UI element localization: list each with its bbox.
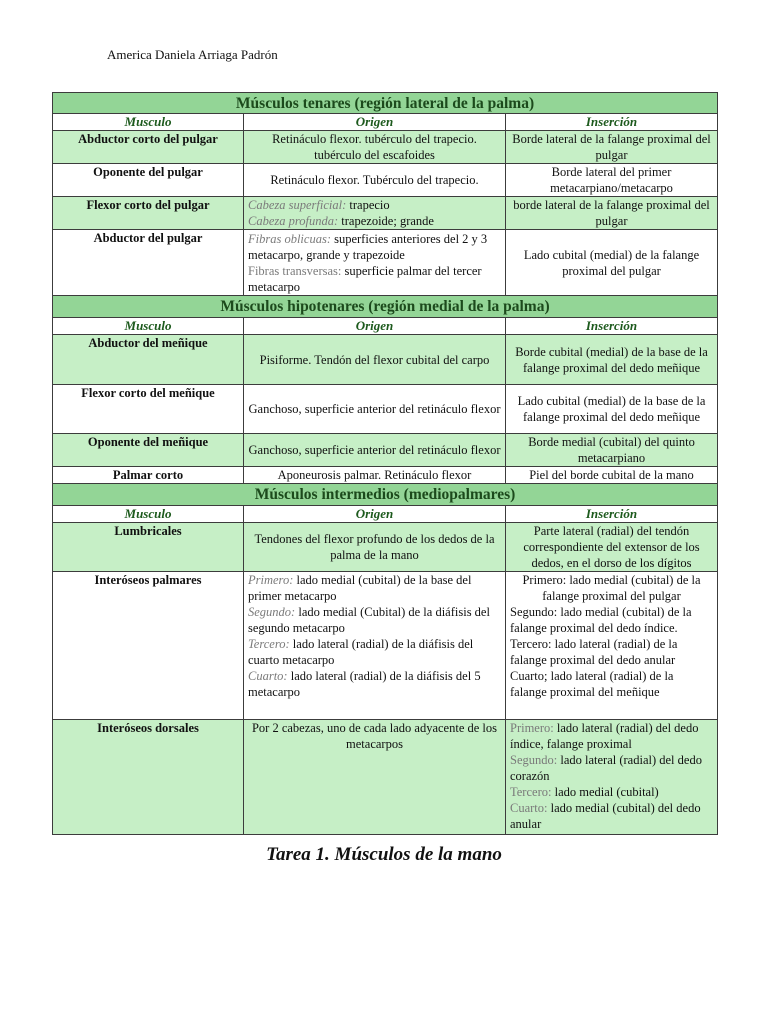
muscle-insertion: Piel del borde cubital de la mano [506,467,718,484]
insertion-text: lado medial (cubital) [551,785,659,799]
header-origen: Origen [244,318,506,335]
section-title-tenares: Músculos tenares (región lateral de la palma) [53,93,718,114]
insertion-label: Primero: [510,721,554,735]
insertion-label: Segundo: [510,753,558,767]
origin-label: Fibras transversas: [248,263,342,278]
table-row [53,230,718,296]
origin-text: lado lateral (radial) de la diáfisis del cuarto metacarpo [248,637,474,667]
origin-text: lado medial (cubital) de la base del primer metacarpo [248,573,472,603]
muscle-insertion: borde lateral de la falange proximal del pulgar [506,197,718,230]
muscle-origin: Retináculo flexor. Tubérculo del trapecio. [244,164,506,197]
muscle-name: Abductor corto del pulgar [53,131,244,164]
origin-text: superficie palmar del tercer metacarpo [248,263,482,294]
muscle-origin [244,572,506,720]
origin-label: Cuarto: [248,669,288,683]
muscle-name: Flexor corto del meñique [53,385,244,434]
table-row [53,131,718,164]
header-musculo: Musculo [53,318,244,335]
insertion-text: lado medial (cubital) del dedo anular [510,801,701,831]
table-row [53,335,718,385]
muscle-name: Interóseos dorsales [53,720,244,835]
origin-label: Segundo: [248,605,296,619]
header-musculo: Musculo [53,114,244,131]
origin-text: lado medial (Cubital) de la diáfisis del segundo metacarpo [248,605,490,635]
origin-label: Fibras oblicuas: [248,231,331,246]
muscle-insertion: Lado cubital (medial) de la falange proximal del pulgar [506,230,718,296]
muscle-origin: Tendones del flexor profundo de los dedos de la palma de la mano [244,523,506,572]
muscle-name: Oponente del pulgar [53,164,244,197]
muscle-origin [244,230,506,296]
muscle-name: Abductor del meñique [53,335,244,385]
section-title-hipotenares: Músculos hipotenares (región medial de la palma) [53,296,718,318]
muscle-insertion [506,572,718,720]
insertion-line: Tercero: lado lateral (radial) de la falange proximal del dedo anular [510,637,678,667]
insertion-text: lado lateral (radial) del dedo índice, falange proximal [510,721,699,751]
header-origen: Origen [244,506,506,523]
muscle-insertion: Parte lateral (radial) del tendón correspondiente del extensor de los dedos, en el dorso de los dígitos [506,523,718,572]
muscle-insertion [506,720,718,835]
table-row [53,197,718,230]
origin-label: Primero: [248,573,294,587]
insertion-line: Cuarto; lado lateral (radial) de la falange proximal del meñique [510,669,674,699]
muscle-table [52,92,718,835]
muscle-origin: Aponeurosis palmar. Retináculo flexor [244,467,506,484]
insertion-label: Cuarto: [510,801,548,815]
origin-text: trapecio [346,198,390,212]
muscle-name: Oponente del meñique [53,434,244,467]
origin-text: trapezoide; grande [338,214,434,228]
muscle-origin: Retináculo flexor. tubérculo del trapecio. tubérculo del escafoides [244,131,506,164]
table-row [53,164,718,197]
table-row [53,720,718,835]
muscle-insertion: Lado cubital (medial) de la base de la falange proximal del dedo meñique [506,385,718,434]
header-origen: Origen [244,114,506,131]
table-row [53,467,718,484]
muscle-insertion: Borde lateral del primer metacarpiano/metacarpo [506,164,718,197]
origin-text: superficies anteriores del 2 y 3 metacarpo, grande y trapezoide [248,231,488,262]
insertion-text: lado lateral (radial) del dedo corazón [510,753,702,783]
section-title-intermedios: Músculos intermedios (mediopalmares) [53,484,718,506]
muscle-name: Interóseos palmares [53,572,244,720]
table-row [53,434,718,467]
muscle-name: Lumbricales [53,523,244,572]
table-row [53,523,718,572]
muscle-insertion: Borde lateral de la falange proximal del pulgar [506,131,718,164]
muscle-origin: Por 2 cabezas, uno de cada lado adyacente de los metacarpos [244,720,506,835]
muscle-name: Palmar corto [53,467,244,484]
muscle-insertion: Borde cubital (medial) de la base de la falange proximal del dedo meñique [506,335,718,385]
header-insercion: Inserción [506,114,718,131]
origin-text: lado lateral (radial) de la diáfisis del 5 metacarpo [248,669,481,699]
document-caption: Tarea 1. Músculos de la mano [266,844,502,865]
header-musculo: Musculo [53,506,244,523]
muscle-origin: Ganchoso, superficie anterior del retináculo flexor [244,434,506,467]
origin-label: Cabeza profunda: [248,214,339,228]
muscle-origin: Ganchoso, superficie anterior del retináculo flexor [244,385,506,434]
origin-label: Tercero: [248,637,290,651]
muscle-name: Abductor del pulgar [53,230,244,296]
origin-label: Cabeza superficial: [248,198,347,212]
insertion-line: Segundo: lado medial (cubital) de la falange proximal del dedo índice. [510,605,692,635]
muscle-name: Flexor corto del pulgar [53,197,244,230]
insertion-line: Primero: lado medial (cubital) de la falange proximal del pulgar [522,573,701,603]
table-row [53,385,718,434]
header-insercion: Inserción [506,506,718,523]
table-row [53,572,718,720]
header-insercion: Inserción [506,318,718,335]
author-name: America Daniela Arriaga Padrón [107,47,278,62]
muscle-origin: Pisiforme. Tendón del flexor cubital del carpo [244,335,506,385]
muscle-origin [244,197,506,230]
muscle-insertion: Borde medial (cubital) del quinto metacarpiano [506,434,718,467]
insertion-label: Tercero: [510,785,552,799]
